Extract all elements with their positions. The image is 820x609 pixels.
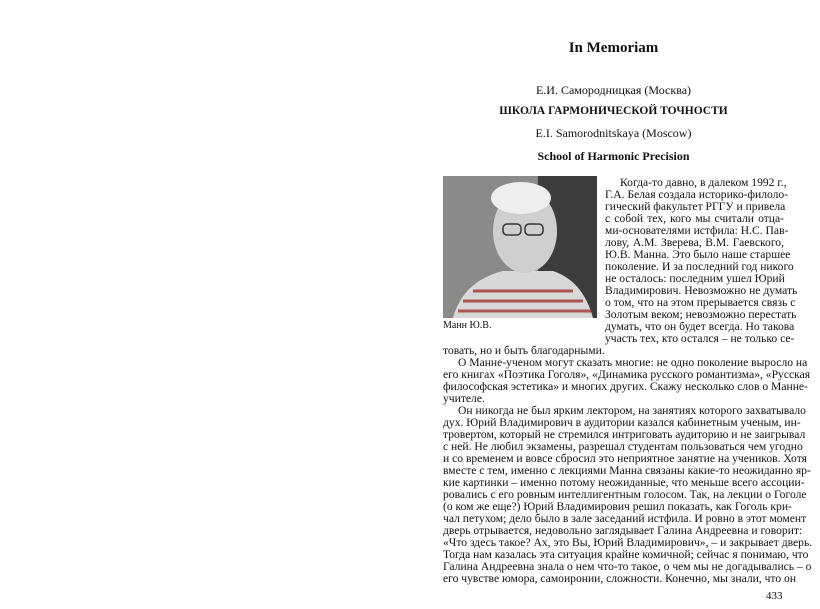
text-line: кие картинки – именно потому неожиданные, что меньше всего ассоции-: [443, 476, 805, 489]
article-title-ru: ШКОЛА ГАРМОНИЧЕСКОЙ ТОЧНОСТИ: [499, 105, 728, 117]
text-line: Галина Андреевна знала о нем что-то такое, о чем мы не догадывались – о: [443, 560, 812, 573]
text-line: «Что здесь такое? Ах, это Вы, Юрий Владимирович», – и закрывает дверь.: [443, 536, 813, 549]
text-line: дверь отрывается, недовольно заглядывает Галина Андреевна и говорит:: [443, 524, 803, 537]
text-line: дух. Юрий Владимирович в аудитории казался кабинетным ученым, ин-: [443, 416, 801, 429]
photo-caption: Манн Ю.В.: [443, 320, 492, 331]
text-line: вместе с тем, именно с лекциями Манна связаны какие-то неожиданно яр-: [443, 464, 811, 477]
author-ru: Е.И. Самородницкая (Москва): [535, 83, 692, 97]
text-line: и со временем и вовсе сбросил это неприятное занятие на учеников. Хотя: [443, 452, 807, 465]
text-line: тровертом, который не стремился интриговать аудиторию и не заигрывал: [443, 428, 806, 441]
text-line: с собой тех, кого мы считали отца-: [605, 212, 784, 225]
text-line: лову, А.М. Зверева, В.М. Гаевского,: [605, 236, 784, 249]
text-line: Владимирович. Невозможно не думать: [605, 284, 798, 297]
text-line: гический факультет РГГУ и привела: [605, 200, 786, 213]
text-line: Ю.В. Манна. Это было наше старшее: [605, 248, 791, 261]
text-line: не осталось: последним ушел Юрий: [605, 272, 785, 285]
article-title-en: School of Harmonic Precision: [537, 149, 690, 163]
portrait-photo: [443, 176, 597, 318]
text-line: Когда-то давно, в далеком 1992 г.,: [620, 176, 787, 189]
text-line: товать, но и быть благодарными.: [443, 344, 605, 357]
text-line: поколение. И за последний год никого: [605, 260, 794, 273]
author-en: E.I. Samorodnitskaya (Moscow): [535, 126, 692, 140]
text-line: его книгах «Поэтика Гоголя», «Динамика русского романтизма», «Русская: [443, 368, 811, 381]
text-line: Золотым веком; невозможно перестать: [605, 308, 797, 321]
text-line: думать, что он будет всегда. Но такова: [605, 320, 795, 333]
text-line: о том, что на этом прерывается связь с: [605, 296, 796, 309]
text-line: учителе.: [443, 392, 485, 405]
text-line: его чувстве юмора, самоиронии, сложности. Конечно, мы знали, что он: [443, 572, 797, 585]
section-heading: In Memoriam: [568, 40, 659, 56]
text-line: участь тех, кто остался – не только се-: [605, 332, 795, 345]
text-line: чал петухом; дело было в зале заседаний истфила. И ровно в этот момент: [443, 512, 807, 525]
text-line: ровались с его ровным интеллигентным голосом. Так, на лекции о Гоголе: [443, 488, 807, 501]
text-line: философская эстетика» и многих других. Скажу несколько слов о Манне-: [443, 380, 808, 393]
text-line: (о ком же еще?) Юрий Владимирович решил показать, как Гоголь кри-: [443, 500, 792, 513]
text-line: с ней. Не любил экзамены, разрешал студентам пользоваться чем угодно: [443, 440, 803, 453]
text-line: Г.А. Белая создала историко-филоло-: [605, 188, 789, 201]
page-number: 433: [766, 590, 783, 602]
text-line: О Манне-ученом могут сказать многие: не одно поколение выросло на: [458, 356, 808, 369]
text-line: Он никогда не был ярким лектором, на занятиях которого захватывало: [458, 404, 806, 417]
text-line: ми-основателями истфила: Н.С. Пав-: [605, 224, 789, 237]
text-line: Тогда нам казалась эта ситуация крайне комичной; сейчас я понимаю, что: [443, 548, 809, 561]
